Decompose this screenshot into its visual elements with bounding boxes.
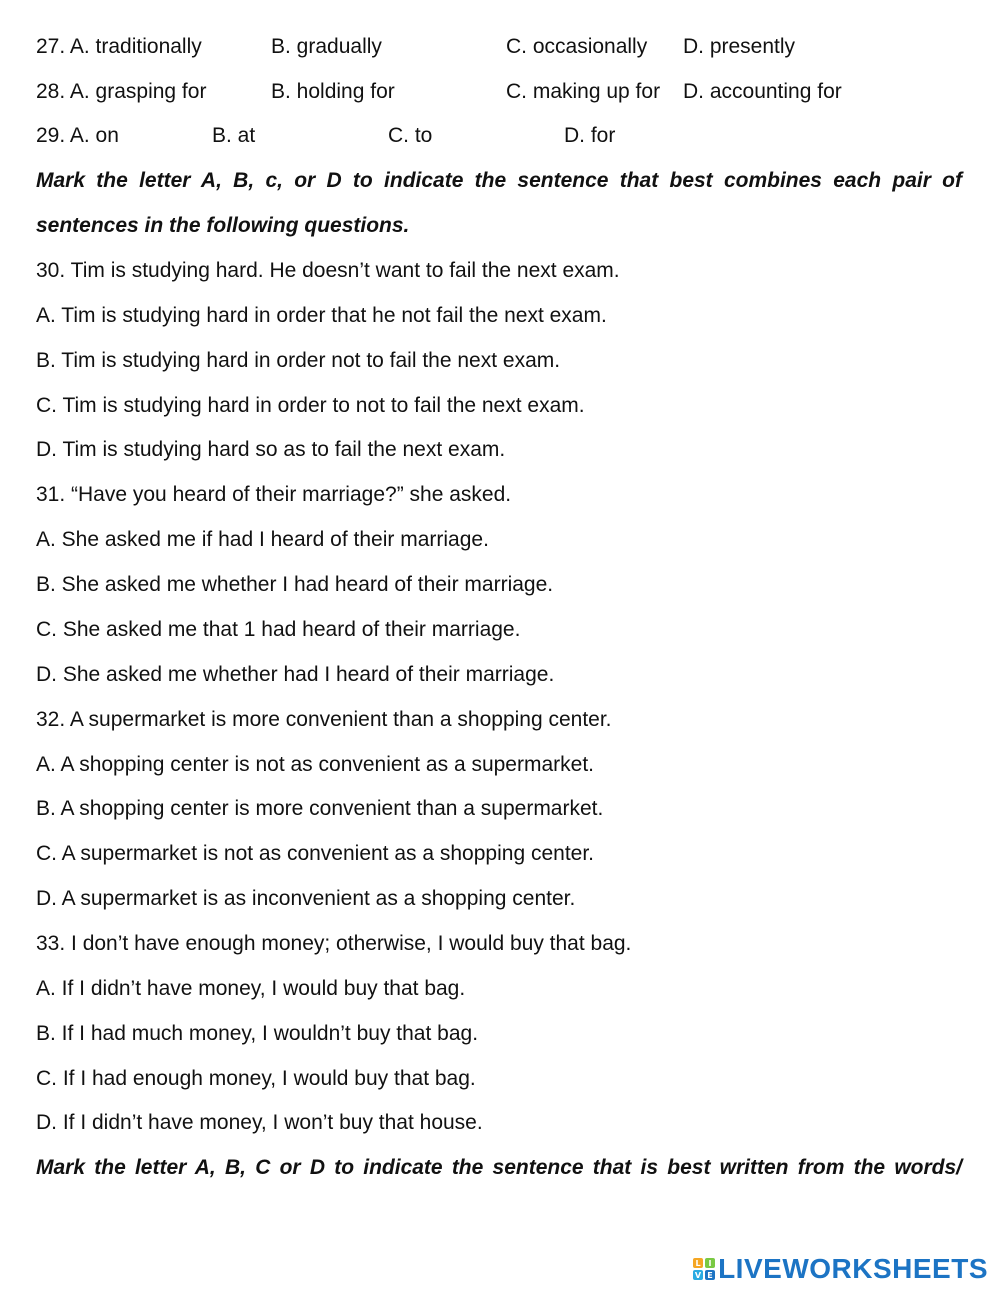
- q33-stem: 33. I don’t have enough money; otherwise, I would buy that bag.: [36, 932, 632, 955]
- q31-option-d: D. She asked me whether had I heard of their marriage.: [36, 663, 555, 686]
- svg-text:V: V: [694, 1271, 702, 1280]
- q28-option-a: 28. A. grasping for: [36, 80, 207, 103]
- q28-option-c: C. making up for: [506, 80, 661, 103]
- q33-option-d: D. If I didn’t have money, I won’t buy that house.: [36, 1111, 483, 1134]
- q33-option-a: A. If I didn’t have money, I would buy that bag.: [36, 977, 466, 1000]
- q31-option-b: B. She asked me whether I had heard of their marriage.: [36, 573, 554, 596]
- q32-option-a: A. A shopping center is not as convenient as a supermarket.: [36, 753, 594, 776]
- liveworksheets-logo-text: LIVEWORKSHEETS: [718, 1253, 988, 1284]
- q28-option-b: B. holding for: [271, 80, 395, 103]
- q32-option-b: B. A shopping center is more convenient than a supermarket.: [36, 797, 604, 820]
- q31-stem: 31. “Have you heard of their marriage?” she asked.: [36, 483, 512, 506]
- svg-text:E: E: [707, 1271, 713, 1280]
- instruction-combine-line-1: Mark the letter A, B, c, or D to indicate the sentence that best combines each pair of: [36, 169, 962, 192]
- q30-option-a: A. Tim is studying hard in order that he not fail the next exam.: [36, 304, 607, 327]
- q27-option-a: 27. A. traditionally: [36, 35, 202, 58]
- q29-option-a: 29. A. on: [36, 124, 119, 147]
- liveworksheets-logo: [692, 1253, 988, 1285]
- svg-text:I: I: [708, 1259, 712, 1268]
- q27-option-c: C. occasionally: [506, 35, 648, 58]
- q32-option-d: D. A supermarket is as inconvenient as a shopping center.: [36, 887, 576, 910]
- q29-option-c: C. to: [388, 124, 433, 147]
- q33-option-b: B. If I had much money, I wouldn’t buy that bag.: [36, 1022, 479, 1045]
- q30-option-c: C. Tim is studying hard in order to not to fail the next exam.: [36, 394, 585, 417]
- q31-option-c: C. She asked me that 1 had heard of their marriage.: [36, 618, 521, 641]
- liveworksheets-logo-icon: [692, 1257, 716, 1281]
- q29-option-d: D. for: [564, 124, 616, 147]
- q27-option-d: D. presently: [683, 35, 796, 58]
- q29-option-b: B. at: [212, 124, 256, 147]
- q32-stem: 32. A supermarket is more convenient than a shopping center.: [36, 708, 612, 731]
- instruction-combine-line-2: sentences in the following questions.: [36, 214, 410, 237]
- instruction-written-from-words: Mark the letter A, B, C or D to indicate the sentence that is best written from the words/: [36, 1156, 962, 1179]
- q30-option-b: B. Tim is studying hard in order not to fail the next exam.: [36, 349, 561, 372]
- q30-option-d: D. Tim is studying hard so as to fail the next exam.: [36, 438, 506, 461]
- q28-option-d: D. accounting for: [683, 80, 842, 103]
- q27-option-b: B. gradually: [271, 35, 382, 58]
- svg-text:L: L: [695, 1259, 701, 1268]
- q32-option-c: C. A supermarket is not as convenient as a shopping center.: [36, 842, 594, 865]
- q30-stem: 30. Tim is studying hard. He doesn’t want to fail the next exam.: [36, 259, 620, 282]
- q33-option-c: C. If I had enough money, I would buy that bag.: [36, 1067, 476, 1090]
- q31-option-a: A. She asked me if had I heard of their marriage.: [36, 528, 489, 551]
